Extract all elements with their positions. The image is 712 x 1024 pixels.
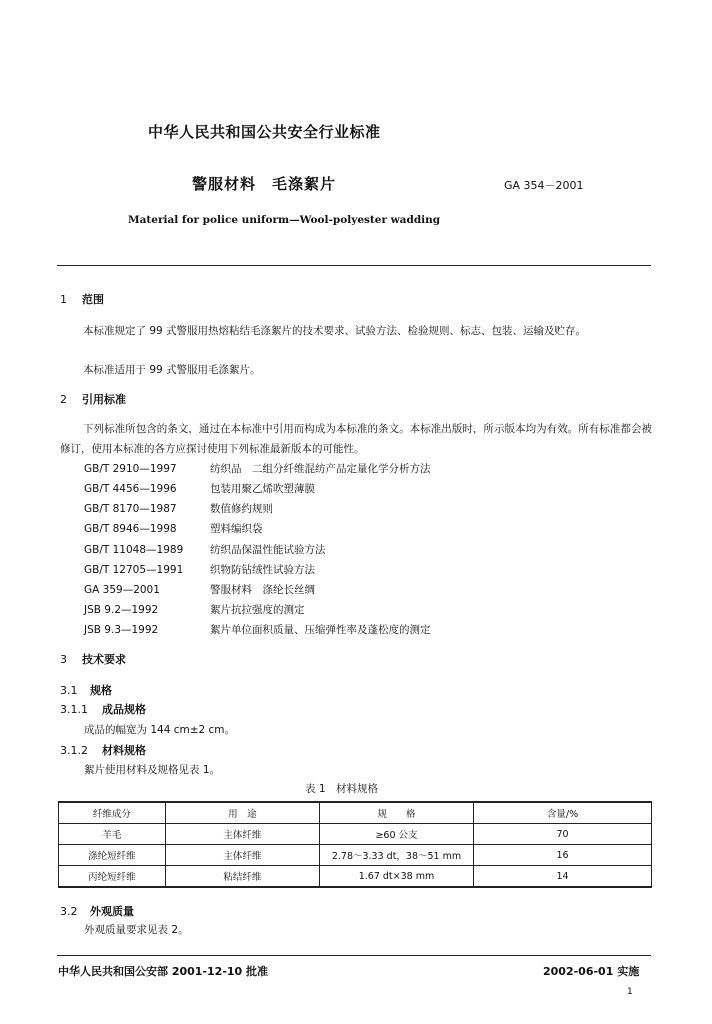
table-cell: 丙纶短纤维	[59, 866, 166, 888]
section-3-1-heading	[60, 682, 112, 698]
section-title: 材料规格	[102, 744, 146, 757]
table-cell: 主体纤维	[165, 845, 319, 866]
reference-code: GB/T 8170—1987	[84, 503, 177, 515]
table-row	[59, 845, 652, 866]
reference-item	[84, 481, 315, 496]
section-title: 技术要求	[82, 653, 126, 666]
section-3-2-text: 外观质量要求见表 2。	[84, 924, 189, 936]
section-title: 引用标准	[82, 393, 126, 406]
section-number: 3	[60, 653, 67, 666]
table-header-cell: 含量/%	[474, 802, 652, 824]
reference-code: GB/T 11048—1989	[84, 544, 184, 556]
reference-name: 织物防钻绒性试验方法	[210, 564, 315, 576]
table-cell: 粘结纤维	[165, 866, 319, 888]
reference-name: 纺织品保温性能试验方法	[210, 544, 326, 556]
reference-item	[84, 622, 431, 637]
reference-code: GB/T 12705—1991	[84, 564, 184, 576]
table-cell: 羊毛	[59, 824, 166, 845]
section-title: 范围	[82, 293, 104, 306]
section-number: 3.1.2	[60, 744, 88, 757]
reference-name: 絮片单位面积质量、压缩弹性率及蓬松度的测定	[210, 624, 431, 636]
table-cell: 2.78～3.33 dt，38～51 mm	[319, 845, 473, 866]
reference-code: GB/T 2910—1997	[84, 463, 177, 475]
section-3-1-1-heading	[60, 701, 146, 717]
reference-name: 纺织品 二组分纤维混纺产品定量化学分析方法	[210, 463, 431, 475]
table-cell: 1.67 dt×38 mm	[319, 866, 473, 888]
reference-item	[84, 521, 263, 536]
reference-name: 塑料编织袋	[210, 523, 263, 535]
footer-rule	[57, 955, 651, 956]
reference-name: 絮片抗拉强度的测定	[210, 604, 305, 616]
reference-code: GB/T 4456—1996	[84, 483, 177, 495]
document-title: 警服材料 毛涤絮片	[192, 175, 337, 193]
table-1-caption: 表 1 材料规格	[305, 783, 379, 795]
industry-standard-title: 中华人民共和国公共安全行业标准	[148, 123, 381, 141]
table-header-cell: 纤维成分	[59, 802, 166, 824]
table-cell: 70	[474, 824, 652, 845]
reference-code: JSB 9.3—1992	[84, 624, 159, 636]
standard-code: GA 354－2001	[504, 179, 584, 192]
table-header-row	[59, 802, 652, 824]
table-cell: 主体纤维	[165, 824, 319, 845]
reference-item	[84, 562, 315, 577]
reference-name: 包装用聚乙烯吹塑薄膜	[210, 483, 315, 495]
section-2-paragraph-1: 下列标准所包含的条文，通过在本标准中引用而构成为本标准的条文。本标准出版时，所示版本均为有效。所有标准都会被修订，使用本标准的各方应探讨使用下列标准最新版本的可能性。	[60, 423, 652, 455]
section-1-paragraph-1: 本标准规定了 99 式警服用热熔粘结毛涤絮片的技术要求、试验方法、检验规则、标志、包装、运输及贮存。	[83, 325, 587, 337]
table-header-cell: 用 途	[165, 802, 319, 824]
section-1-paragraph-2: 本标准适用于 99 式警服用毛涤絮片。	[83, 364, 261, 376]
reference-name: 警服材料 涤纶长丝绸	[210, 584, 315, 596]
header-rule	[57, 265, 651, 266]
reference-code: GB/T 8946—1998	[84, 523, 177, 535]
section-number: 3.2	[60, 905, 78, 918]
table-cell: 14	[474, 866, 652, 888]
section-3-1-2-heading	[60, 742, 146, 758]
section-number: 2	[60, 393, 67, 406]
effective-date: 2002-06-01 实施	[543, 965, 640, 978]
section-3-2-heading	[60, 903, 134, 919]
material-spec-table	[58, 801, 652, 888]
reference-item	[84, 461, 431, 476]
section-number: 1	[60, 293, 67, 306]
section-title: 规格	[90, 684, 112, 697]
section-3-heading	[60, 651, 126, 667]
table-cell: 16	[474, 845, 652, 866]
reference-name: 数值修约规则	[210, 503, 273, 515]
section-number: 3.1	[60, 684, 78, 697]
table-row	[59, 866, 652, 888]
section-title: 外观质量	[90, 905, 134, 918]
reference-item	[84, 602, 305, 617]
approval-date: 中华人民共和国公安部 2001-12-10 批准	[58, 965, 269, 978]
reference-code: JSB 9.2—1992	[84, 604, 159, 616]
section-3-1-1-text: 成品的幅宽为 144 cm±2 cm。	[84, 724, 236, 736]
document-title-english: Material for police uniform—Wool-polyester wadding	[128, 214, 441, 226]
table-cell: ≥60 公支	[319, 824, 473, 845]
section-title: 成品规格	[102, 703, 146, 716]
section-1-heading	[60, 291, 104, 307]
page-number: 1	[627, 987, 633, 997]
reference-item	[84, 542, 326, 557]
reference-item	[84, 582, 315, 597]
section-number: 3.1.1	[60, 703, 88, 716]
section-3-1-2-text: 絮片使用材料及规格见表 1。	[84, 764, 221, 776]
section-2-heading	[60, 391, 126, 407]
reference-code: GA 359—2001	[84, 584, 160, 596]
table-cell: 涤纶短纤维	[59, 845, 166, 866]
table-header-cell: 规 格	[319, 802, 473, 824]
table-row	[59, 824, 652, 845]
reference-item	[84, 501, 273, 516]
